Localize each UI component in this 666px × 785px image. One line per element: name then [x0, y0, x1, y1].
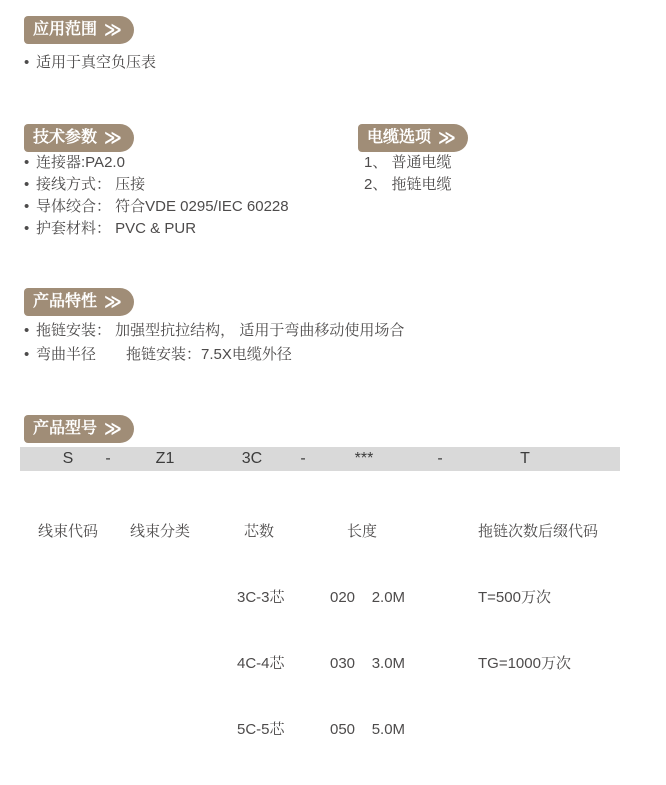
column-value: TG=1000万次 [478, 655, 571, 672]
model-code-part: *** [354, 450, 374, 467]
column-value: 5C-5芯 [237, 721, 285, 738]
column-value: T=500万次 [478, 589, 551, 606]
section-badge-features [24, 288, 134, 316]
column-value: 3C-3芯 [237, 589, 285, 606]
section-title: 产品型号 [33, 419, 98, 437]
section-title: 产品特性 [33, 292, 98, 310]
model-column-harness-code [38, 477, 98, 587]
cable-option-item: 1、 普通电缆 [364, 154, 452, 171]
feature-item: • 弯曲半径 拖链安装：7.5X电缆外径 [24, 344, 292, 366]
cable-option-item: 2、 拖链电缆 [364, 176, 452, 193]
section-badge-tech-params [24, 124, 134, 152]
model-code-part: Z1 [155, 450, 175, 467]
column-value: 050 5.0M [330, 721, 406, 738]
section-badge-model-number [24, 415, 134, 443]
column-label: 长度 [347, 523, 378, 540]
double-chevron-icon: ≫ [104, 127, 122, 148]
model-code-part: T [520, 450, 530, 467]
double-chevron-icon: ≫ [104, 291, 122, 312]
section-title: 电缆选项 [367, 128, 432, 146]
section-title: 技术参数 [33, 128, 98, 146]
column-label: 芯数 [244, 523, 275, 540]
model-column-cores [237, 477, 285, 785]
model-column-dragchain-suffix [478, 477, 598, 719]
section-badge-application [24, 16, 134, 44]
column-label: 线束分类 [130, 523, 191, 540]
model-column-harness-class [130, 477, 190, 587]
column-value: 030 3.0M [330, 655, 406, 672]
column-label: 线束代码 [38, 523, 99, 540]
model-column-length [330, 477, 405, 785]
column-value: 4C-4芯 [237, 655, 285, 672]
application-item: • 适用于真空负压表 [24, 52, 156, 74]
model-code-part: 3C [241, 450, 263, 467]
model-code-part: S [62, 450, 74, 467]
model-code-separator: - [105, 450, 111, 467]
double-chevron-icon: ≫ [104, 19, 122, 40]
double-chevron-icon: ≫ [104, 418, 122, 439]
tech-item: • 护套材料： PVC & PUR [24, 218, 196, 240]
column-label: 拖链次数后缀代码 [478, 523, 599, 540]
model-code-bar [20, 447, 620, 471]
tech-item: • 连接器:PA2.0 [24, 152, 125, 174]
tech-item: • 导体绞合： 符合VDE 0295/IEC 60228 [24, 196, 289, 218]
section-badge-cable-options [358, 124, 468, 152]
section-title: 应用范围 [33, 20, 98, 38]
column-value: 020 2.0M [330, 589, 406, 606]
feature-item: • 拖链安装： 加强型抗拉结构， 适用于弯曲移动使用场合 [24, 320, 404, 342]
model-code-separator: - [437, 450, 443, 467]
tech-item: • 接线方式： 压接 [24, 174, 145, 196]
double-chevron-icon: ≫ [438, 127, 456, 148]
model-code-separator: - [300, 450, 306, 467]
